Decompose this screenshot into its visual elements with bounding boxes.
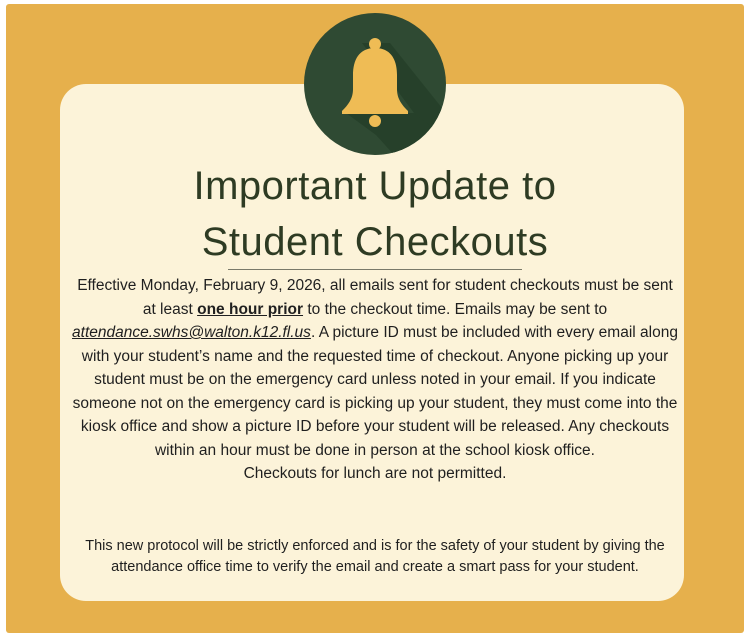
enforcement-notice: This new protocol will be strictly enforced and is for the safety of your student by giving the attendance office time to verify the email and create a smart pass for your student. xyxy=(85,538,665,575)
bell-badge xyxy=(304,13,446,155)
body-text-3: . A picture ID must be included with every email along with your student’s name and the requested time of checkout. Anyone picking up your student must be on the emergency card unless noted in your email. If you indicate someone not on the emergency card is picking up your student, they must come into the kiosk office and show a picture ID before your student will be released. Any checkouts within an hour must be done in person at the school kiosk office. xyxy=(72,324,678,459)
lunch-checkout-note: Checkouts for lunch are not permitted. xyxy=(243,465,507,482)
attendance-email-link[interactable]: attendance.swhs@walton.k12.fl.us xyxy=(72,324,311,341)
body-text-2: to the checkout time. Emails may be sent to xyxy=(303,300,608,318)
body-text-1: Effective Monday, February 9, 2026, all emails sent for student checkouts must be sent at least xyxy=(77,277,673,318)
title-divider xyxy=(228,269,522,270)
title-line-1: Important Update to xyxy=(193,164,557,208)
bell-icon xyxy=(304,13,446,155)
title-line-2: Student Checkouts xyxy=(201,220,549,264)
one-hour-prior-emphasis: one hour prior xyxy=(197,300,304,318)
announcement-body xyxy=(70,274,680,486)
